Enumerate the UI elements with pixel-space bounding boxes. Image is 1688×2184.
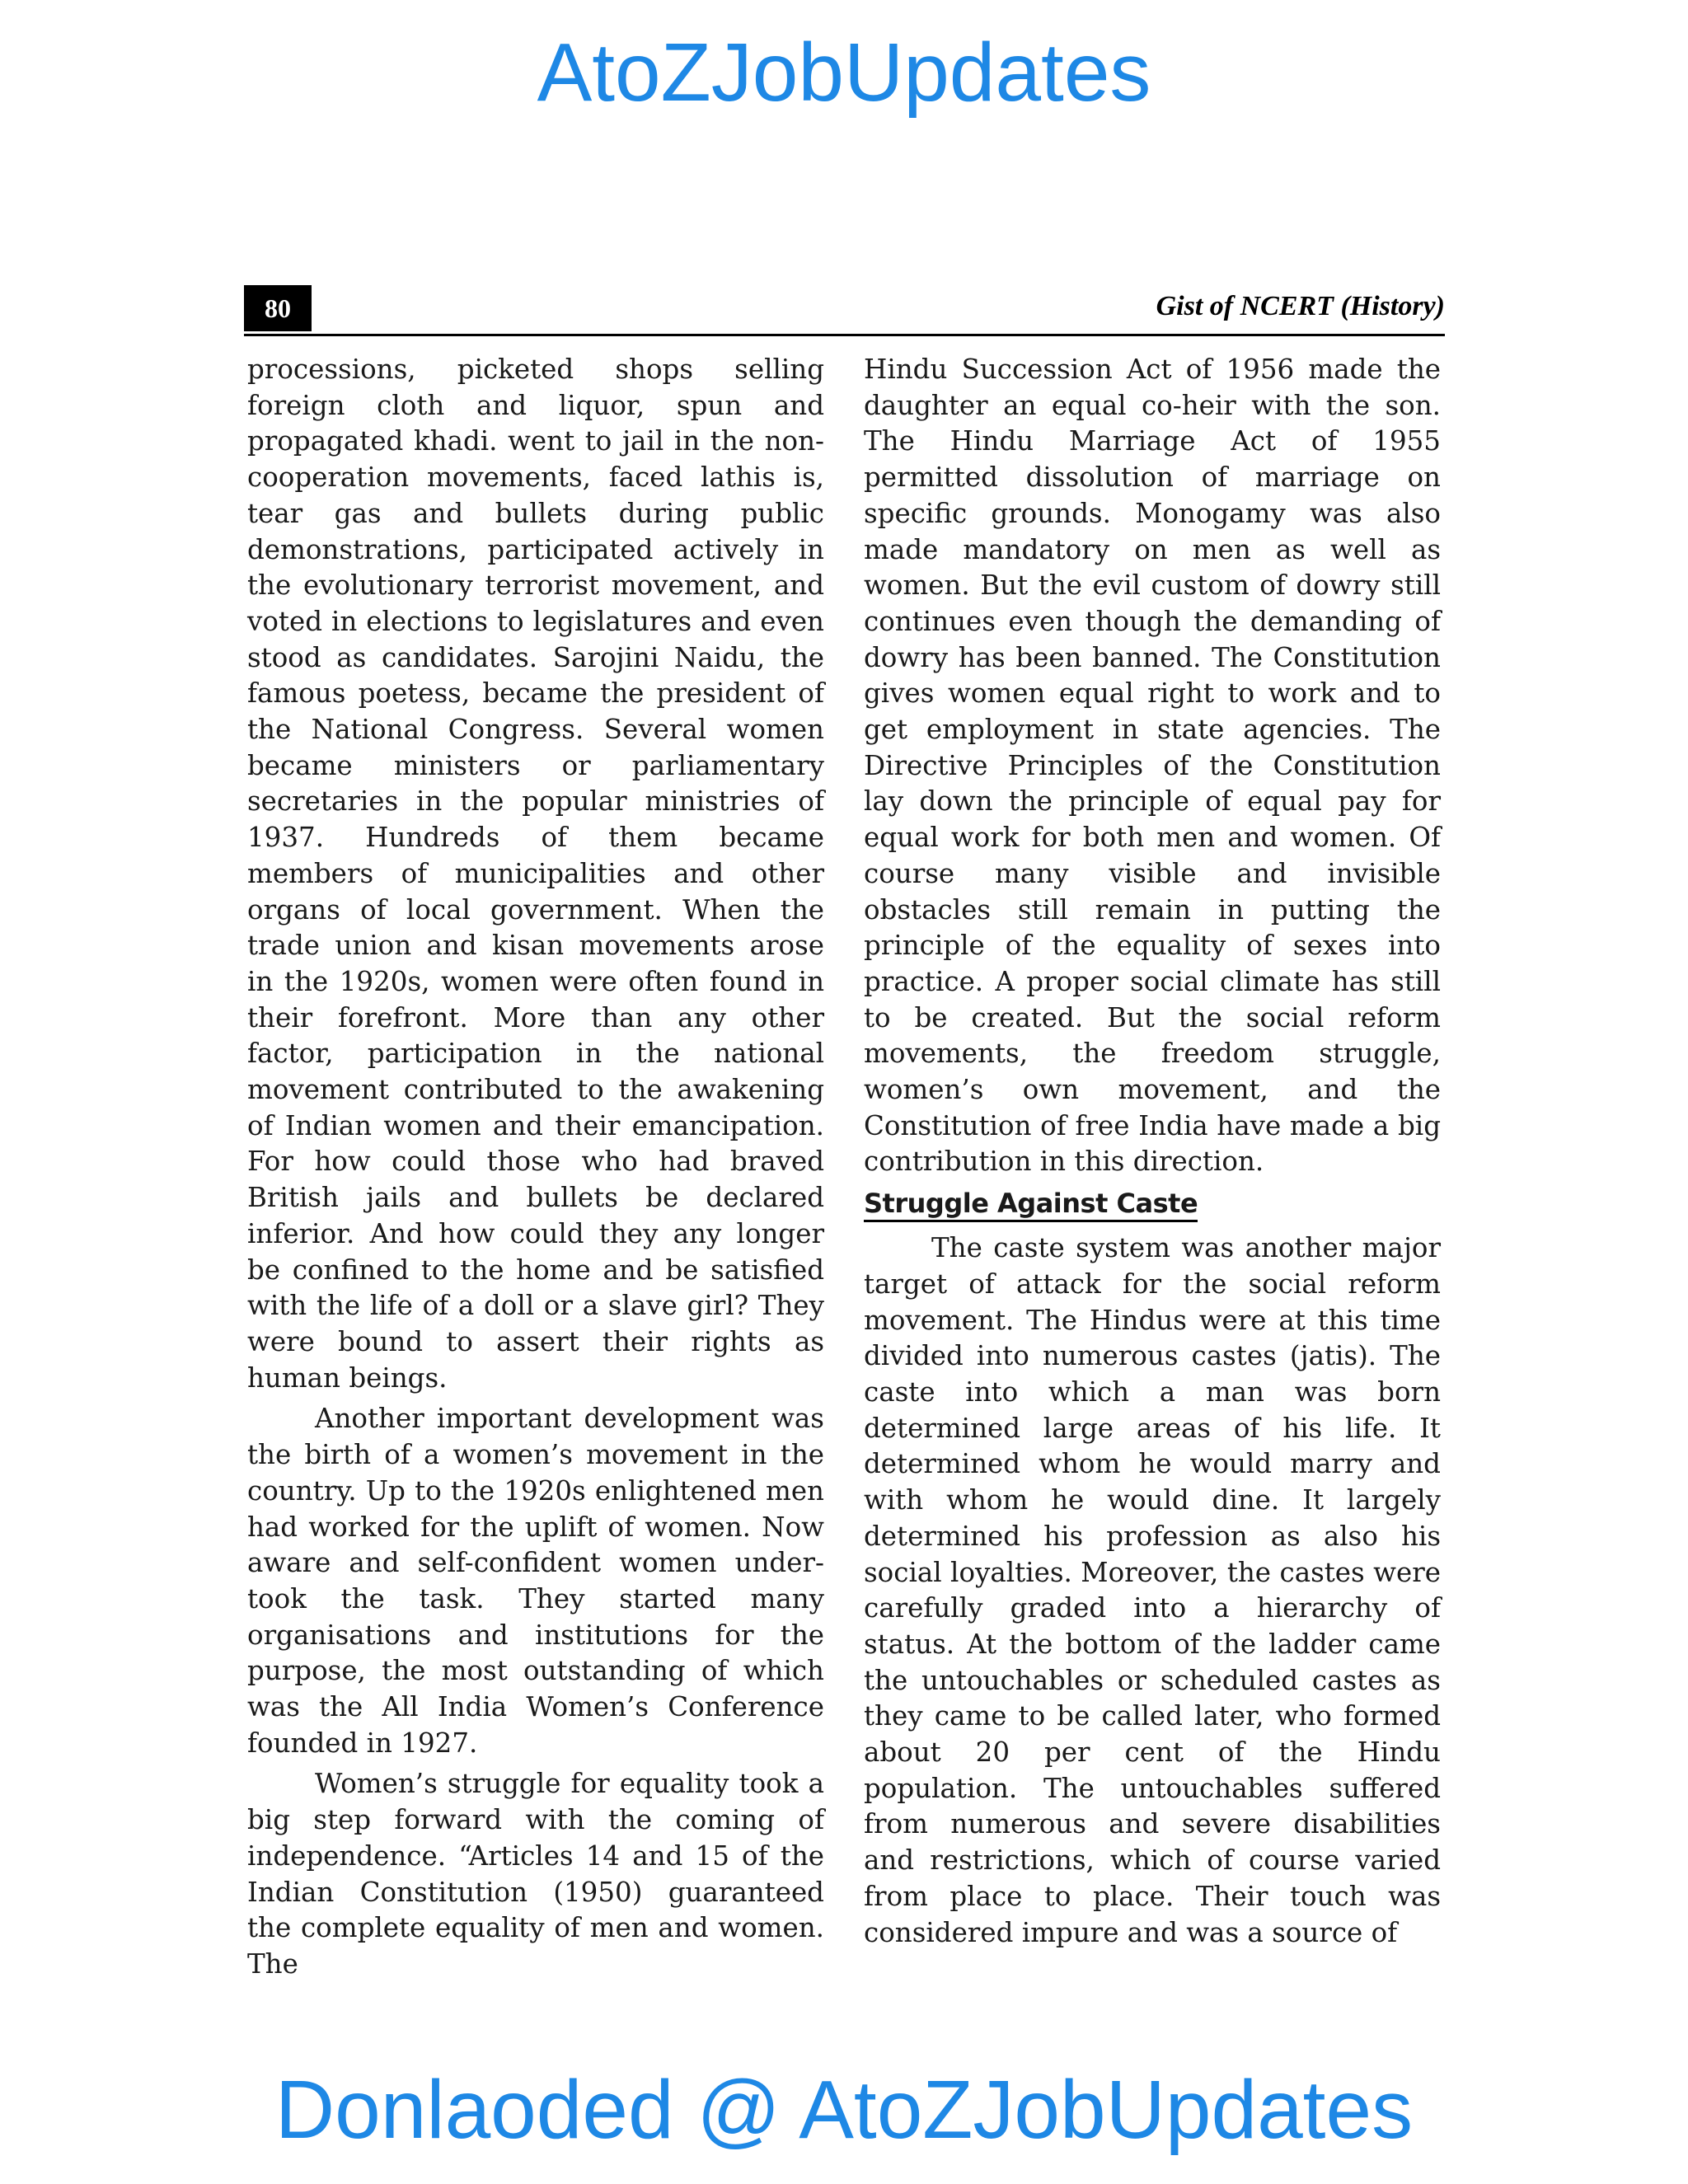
right-paragraph-2: The caste system was another major target of attack for the social reform movement. The Hindus were at this time divided into numerous castes (jatis). The caste into which a man was born determined large areas of his life. It determined whom he would marry and with whom he would dine. It largely determined his profession as also his social loyalties. Moreover, the castes were carefully graded into a hierarchy of status. At the bottom of the ladder came the untouchables or scheduled castes as they came to be called later, who formed about 20 per cent of the Hindu population. The untouchables suffered from numerous and severe disabilities and restrictions, which of course varied from place to place. Their touch was considered impure and was a source of [864,1232,1441,1948]
left-paragraph-3: Women’s struggle for equality took a big step forward with the coming of independence. “Articles 14 and 15 of the Indian Constitution (1950) guaranteed the complete equality of men and women. The [247,1768,824,1980]
left-column [247,352,824,1983]
watermark-bottom: Donlaoded @ AtoZJobUpdates [274,2064,1414,2156]
section-heading: Struggle Against Caste [864,1187,1198,1222]
right-paragraph-1: Hindu Succession Act of 1956 made the daughter an equal co-heir with the son. The Hindu Marriage Act of 1955 permitted dissolution of marriage on specific grounds. Monogamy was also made mandatory on men as well as women. But the evil custom of dowry still continues even though the demanding of dowry has been banned. The Constitution gives women equal right to work and to get employment in state agencies. The Directive Principles of the Constitution lay down the principle of equal pay for equal work for both men and women. Of course many visible and invisible obstacles still remain in putting the principle of the equality of sexes into practice. A proper social climate has still to be created. But the social reform movements, the freedom struggle, women’s own movement, and the Constitution of free India have made a big contribution in this direction. [864,354,1441,1178]
left-paragraph-2: Another important development was the birth of a women’s movement in the country. Up to the 1920s enlightened men had worked for the uplift of women. Now aware and self-confident women under-took the task. They started many organisations and institutions for the purpose, the most outstanding of which was the All India Women’s Conference founded in 1927. [247,1403,824,1759]
left-paragraph-1: processions, picketed shops selling foreign cloth and liquor, spun and propagated khadi. went to jail in the non-cooperation movements, faced lathis is, tear gas and bullets during public demonstrations, participated actively in the evolutionary terrorist movement, and voted in elections to legislatures and even stood as candidates. Sarojini Naidu, the famous poetess, became the president of the National Congress. Several women became ministers or parliamentary secretaries in the popular ministries of 1937. Hundreds of them became members of municipalities and other organs of local government. When the trade union and kisan movements arose in the 1920s, women were often found in their forefront. More than any other factor, participation in the national movement contributed to the awakening of Indian women and their emancipation. For how could those who had braved British jails and bullets be declared inferior. And how could they any longer be confined to the home and be satisfied with the life of a doll or a slave girl? They were bound to assert their rights as human beings. [247,354,824,1394]
page-header [244,285,1445,335]
right-column [864,352,1441,1951]
running-title: Gist of NCERT (History) [1156,291,1445,321]
page-number: 80 [244,285,312,331]
header-rule [244,334,1445,336]
watermark-top: AtoZJobUpdates [537,26,1151,119]
